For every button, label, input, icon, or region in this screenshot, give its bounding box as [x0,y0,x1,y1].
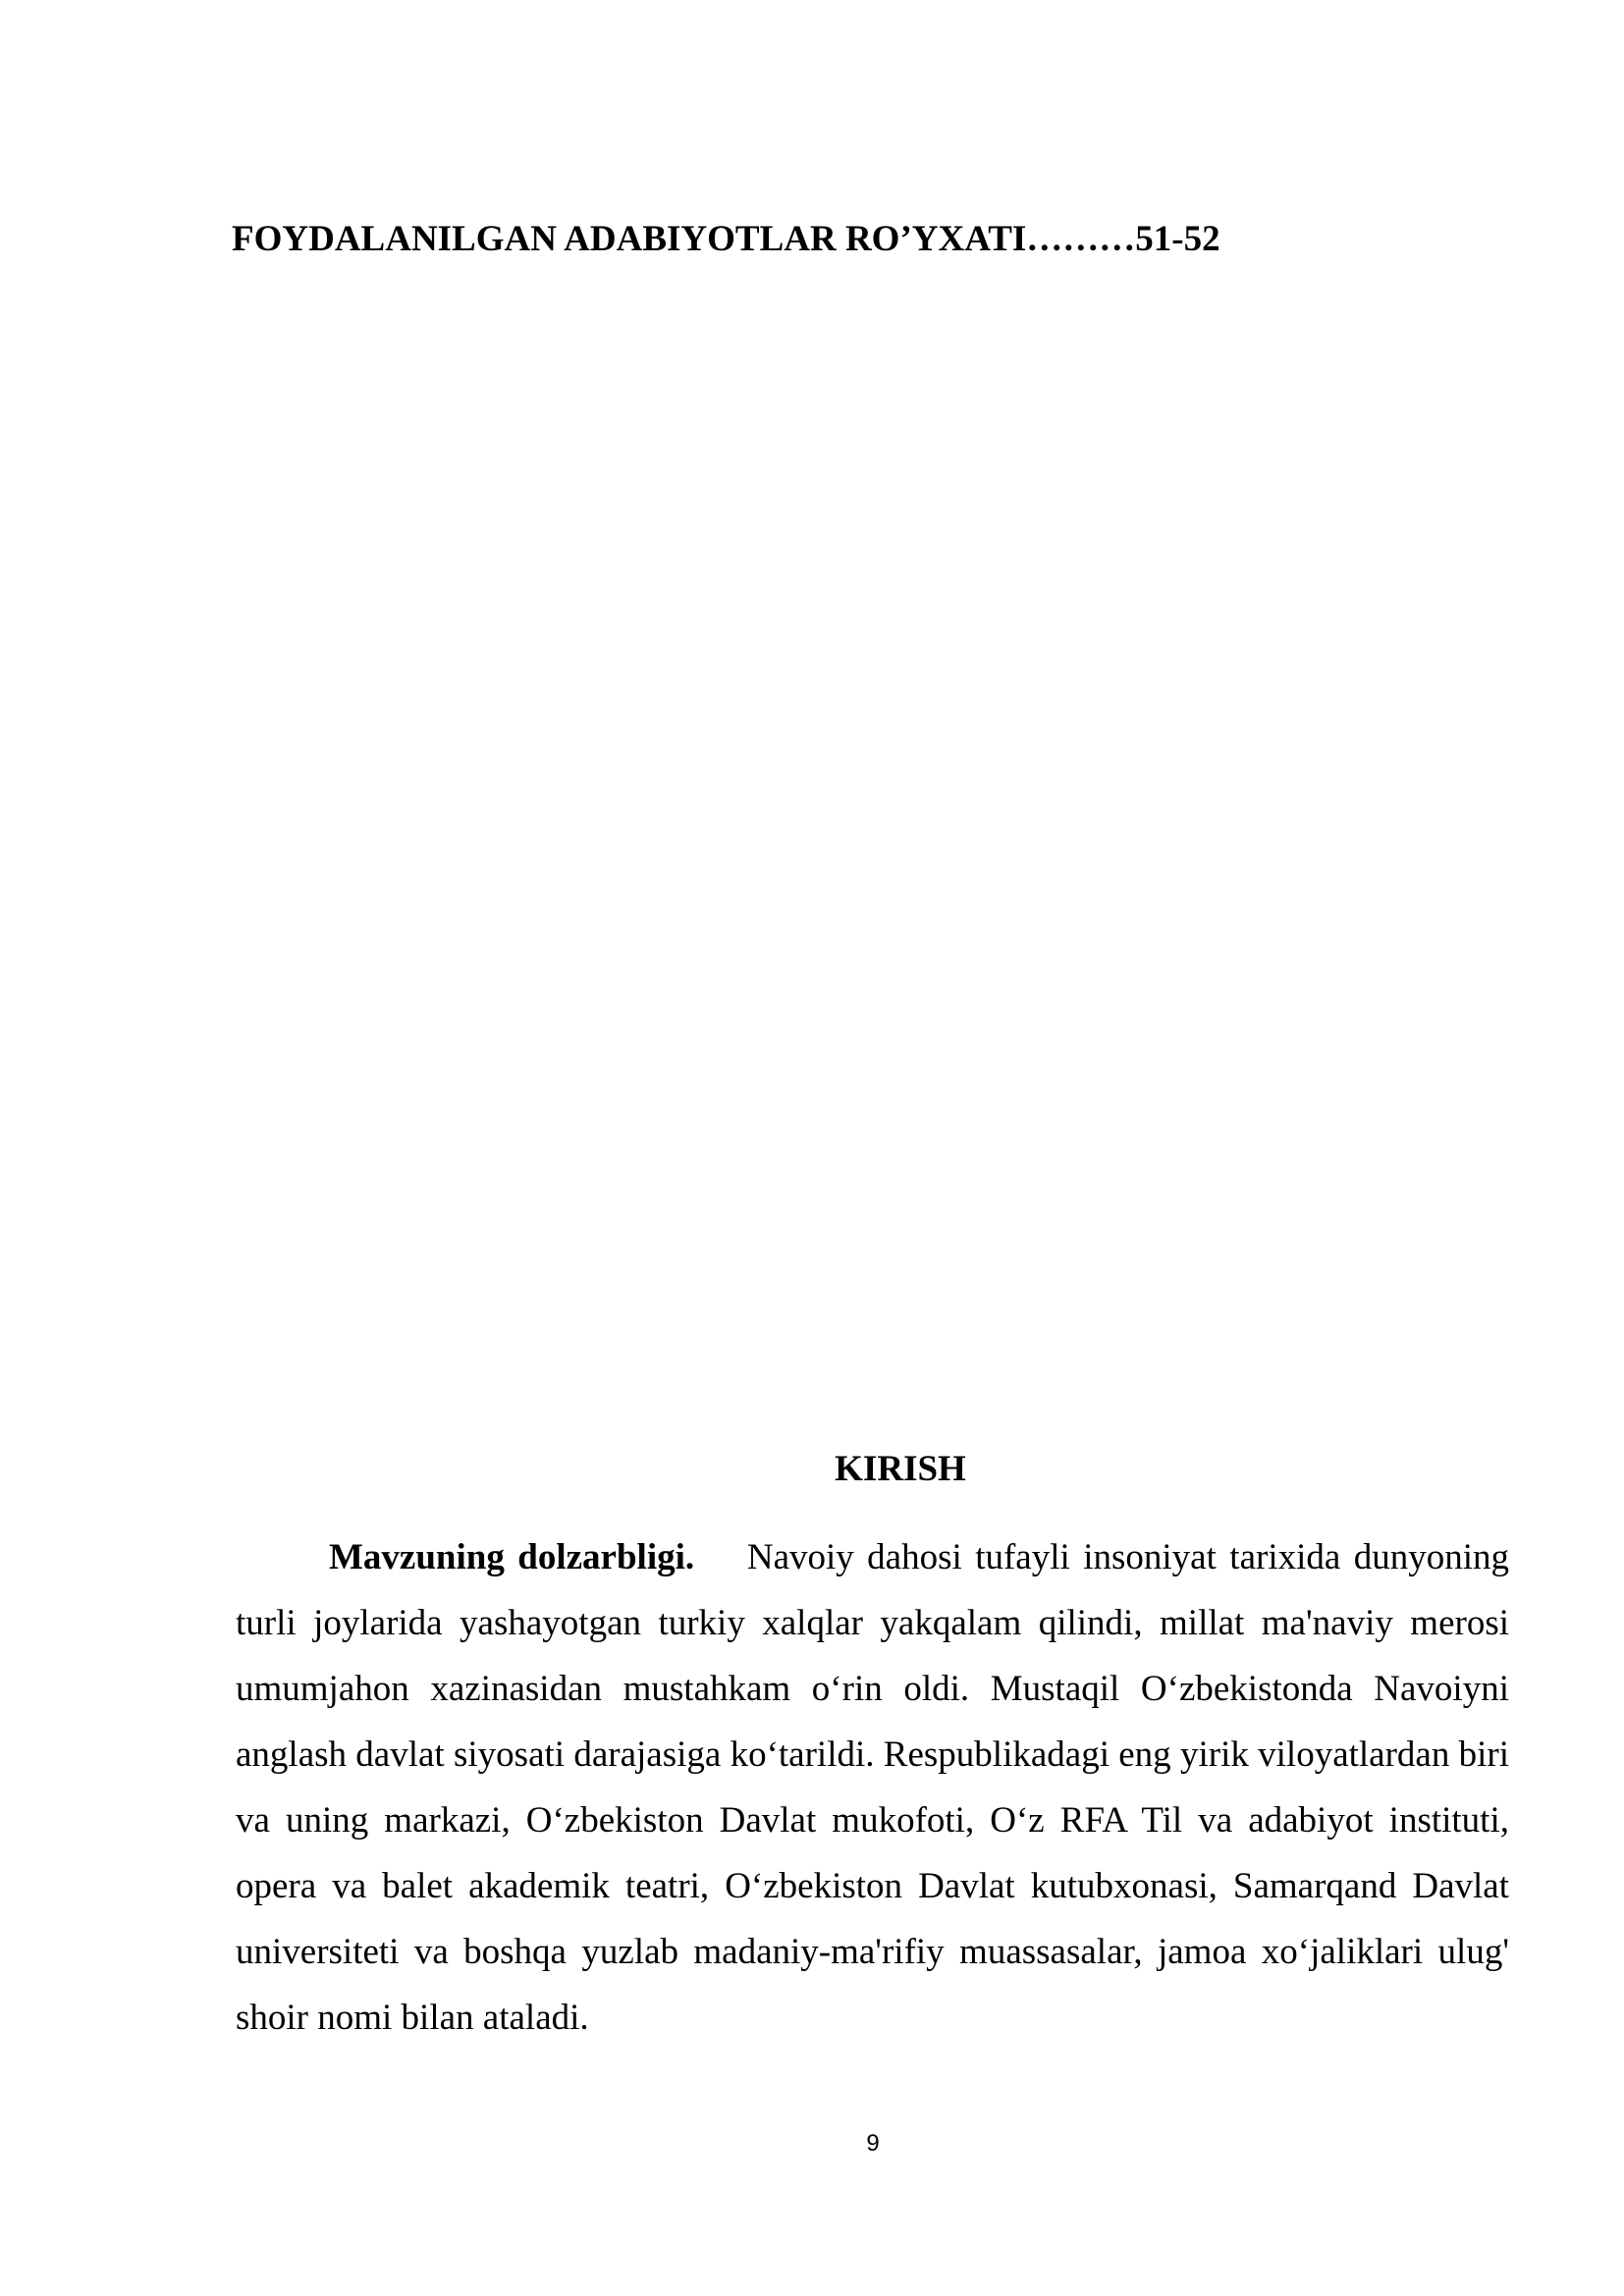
page-number: 9 [866,2130,880,2157]
body-paragraph [236,1524,1509,2051]
paragraph-text: Navoiy dahosi tufayli insoniyat tarixida dunyoning turli joylarida yashayotgan turkiy xalqlar yakqalam qilindi, millat ma'naviy merosi umumjahon xazinasidan mustahkam o‘rin oldi. Mustaqil O‘zbekistonda Navoiyni anglash davlat siyosati darajasiga ko‘tarildi. Respublikadagi eng yirik viloyatlardan biri va uning markazi, O‘zbekiston Davlat mukofoti, O‘z RFA Til va adabiyot instituti, opera va balet akademik teatri, O‘zbekiston Davlat kutubxonasi, Samarqand Davlat universiteti va boshqa yuzlab madaniy-ma'rifiy muassasalar, jamoa xo‘jaliklari ulug' shoir nomi bilan ataladi. [236,1537,1509,2038]
paragraph-lead: Mavzuning dolzarbligi. [329,1537,695,1577]
section-heading: KIRISH [835,1449,966,1489]
toc-entry-references: FOYDALANILGAN ADABIYOTLAR RO’YXATI………51-52 [232,219,1220,259]
